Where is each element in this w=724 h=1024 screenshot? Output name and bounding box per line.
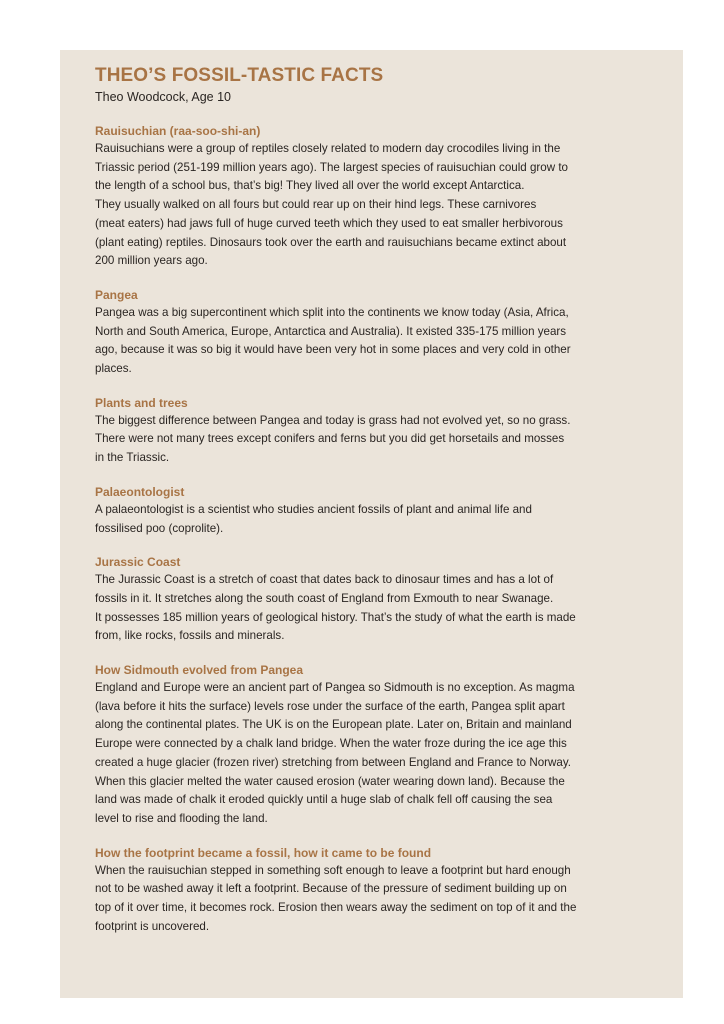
section-palaeontologist <box>95 484 657 538</box>
body-line: When the rauisuchian stepped in something soft enough to leave a footprint but hard enough <box>95 863 571 877</box>
body-line: The biggest difference between Pangea and today is grass had not evolved yet, so no grass. <box>95 413 571 427</box>
body-line: The Jurassic Coast is a stretch of coast that dates back to dinosaur times and has a lot of <box>95 573 554 587</box>
section-heading: How the footprint became a fossil, how it came to be found <box>95 845 432 860</box>
body-line: in the Triassic. <box>95 451 170 465</box>
body-line: land was made of chalk it eroded quickly until a huge slab of chalk fell off causing the sea <box>95 793 553 807</box>
section-heading: Plants and trees <box>95 395 188 410</box>
body-line: North and South America, Europe, Antarctica and Australia). It existed 335-175 million years <box>95 324 567 338</box>
section-heading: Rauisuchian (raa-soo-shi-an) <box>95 124 261 138</box>
body-line: fossils in it. It stretches along the south coast of England from Exmouth to near Swanage. <box>95 591 554 605</box>
body-line: A palaeontologist is a scientist who studies ancient fossils of plant and animal life and <box>95 502 532 516</box>
body-line: England and Europe were an ancient part of Pangea so Sidmouth is no exception. As magma <box>95 681 575 695</box>
section-body <box>95 140 657 271</box>
body-line: (meat eaters) had jaws full of huge curved teeth which they used to eat smaller herbivorous <box>95 216 563 230</box>
section-body <box>95 304 657 379</box>
body-line: ago, because it was so big it would have been very hot in some places and very cold in other <box>95 343 571 357</box>
section-body <box>95 412 657 468</box>
section-body <box>95 501 657 538</box>
section-heading: Pangea <box>95 287 138 302</box>
body-line: Pangea was a big supercontinent which split into the continents we know today (Asia, Africa, <box>95 305 569 319</box>
section-jurassic-coast <box>95 554 657 646</box>
section-rauisuchian-raa-soo <box>95 123 657 271</box>
section-heading: How Sidmouth evolved from Pangea <box>95 663 304 678</box>
section-how-the-footprint <box>95 845 657 937</box>
section-heading: Jurassic Coast <box>95 555 181 570</box>
page-title: THEO’S FOSSIL-TASTIC FACTS <box>95 65 384 86</box>
sections-container <box>95 123 657 937</box>
body-line: level to rise and flooding the land. <box>95 811 268 825</box>
body-line: (lava before it hits the surface) levels rose under the surface of the earth, Pangea split apart <box>95 699 565 713</box>
body-line: Triassic period (251-199 million years ago). The largest species of rauisuchian could grow to <box>95 160 568 174</box>
author-line: Theo Woodcock, Age 10 <box>95 90 231 104</box>
body-line: the length of a school bus, that’s big! They lived all over the world except Antarctica. <box>95 179 525 193</box>
body-line: It possesses 185 million years of geological history. That’s the study of what the earth is made <box>95 610 576 624</box>
body-line: Europe were connected by a chalk land bridge. When the water froze during the ice age this <box>95 737 567 751</box>
body-line: from, like rocks, fossils and minerals. <box>95 629 285 643</box>
body-line: created a huge glacier (frozen river) stretching from between England and France to Norway. <box>95 755 572 769</box>
section-heading: Palaeontologist <box>95 484 185 499</box>
body-line: along the continental plates. The UK is on the European plate. Later on, Britain and mainland <box>95 718 572 732</box>
section-body <box>95 862 657 937</box>
section-body <box>95 679 657 829</box>
body-line: fossilised poo (coprolite). <box>95 521 224 535</box>
section-plants-and-trees <box>95 395 657 468</box>
body-line: top of it over time, it becomes rock. Erosion then wears away the sediment on top of it and the <box>95 901 577 915</box>
section-how-sidmouth-evolved <box>95 662 657 829</box>
body-line: They usually walked on all fours but could rear up on their hind legs. These carnivores <box>95 198 537 212</box>
body-line: footprint is uncovered. <box>95 919 210 933</box>
body-line: There were not many trees except conifers and ferns but you did get horsetails and mosses <box>95 432 565 446</box>
section-body <box>95 571 657 646</box>
section-pangea <box>95 287 657 379</box>
body-line: (plant eating) reptiles. Dinosaurs took over the earth and rauisuchians became extinct about <box>95 235 567 249</box>
body-line: Rauisuchians were a group of reptiles closely related to modern day crocodiles living in the <box>95 142 561 155</box>
fact-sheet-panel <box>60 50 683 998</box>
body-line: places. <box>95 362 132 376</box>
body-line: not to be washed away it left a footprint. Because of the pressure of sediment building up on <box>95 882 567 896</box>
body-line: 200 million years ago. <box>95 254 208 268</box>
body-line: When this glacier melted the water caused erosion (water wearing down land). Because the <box>95 774 565 788</box>
